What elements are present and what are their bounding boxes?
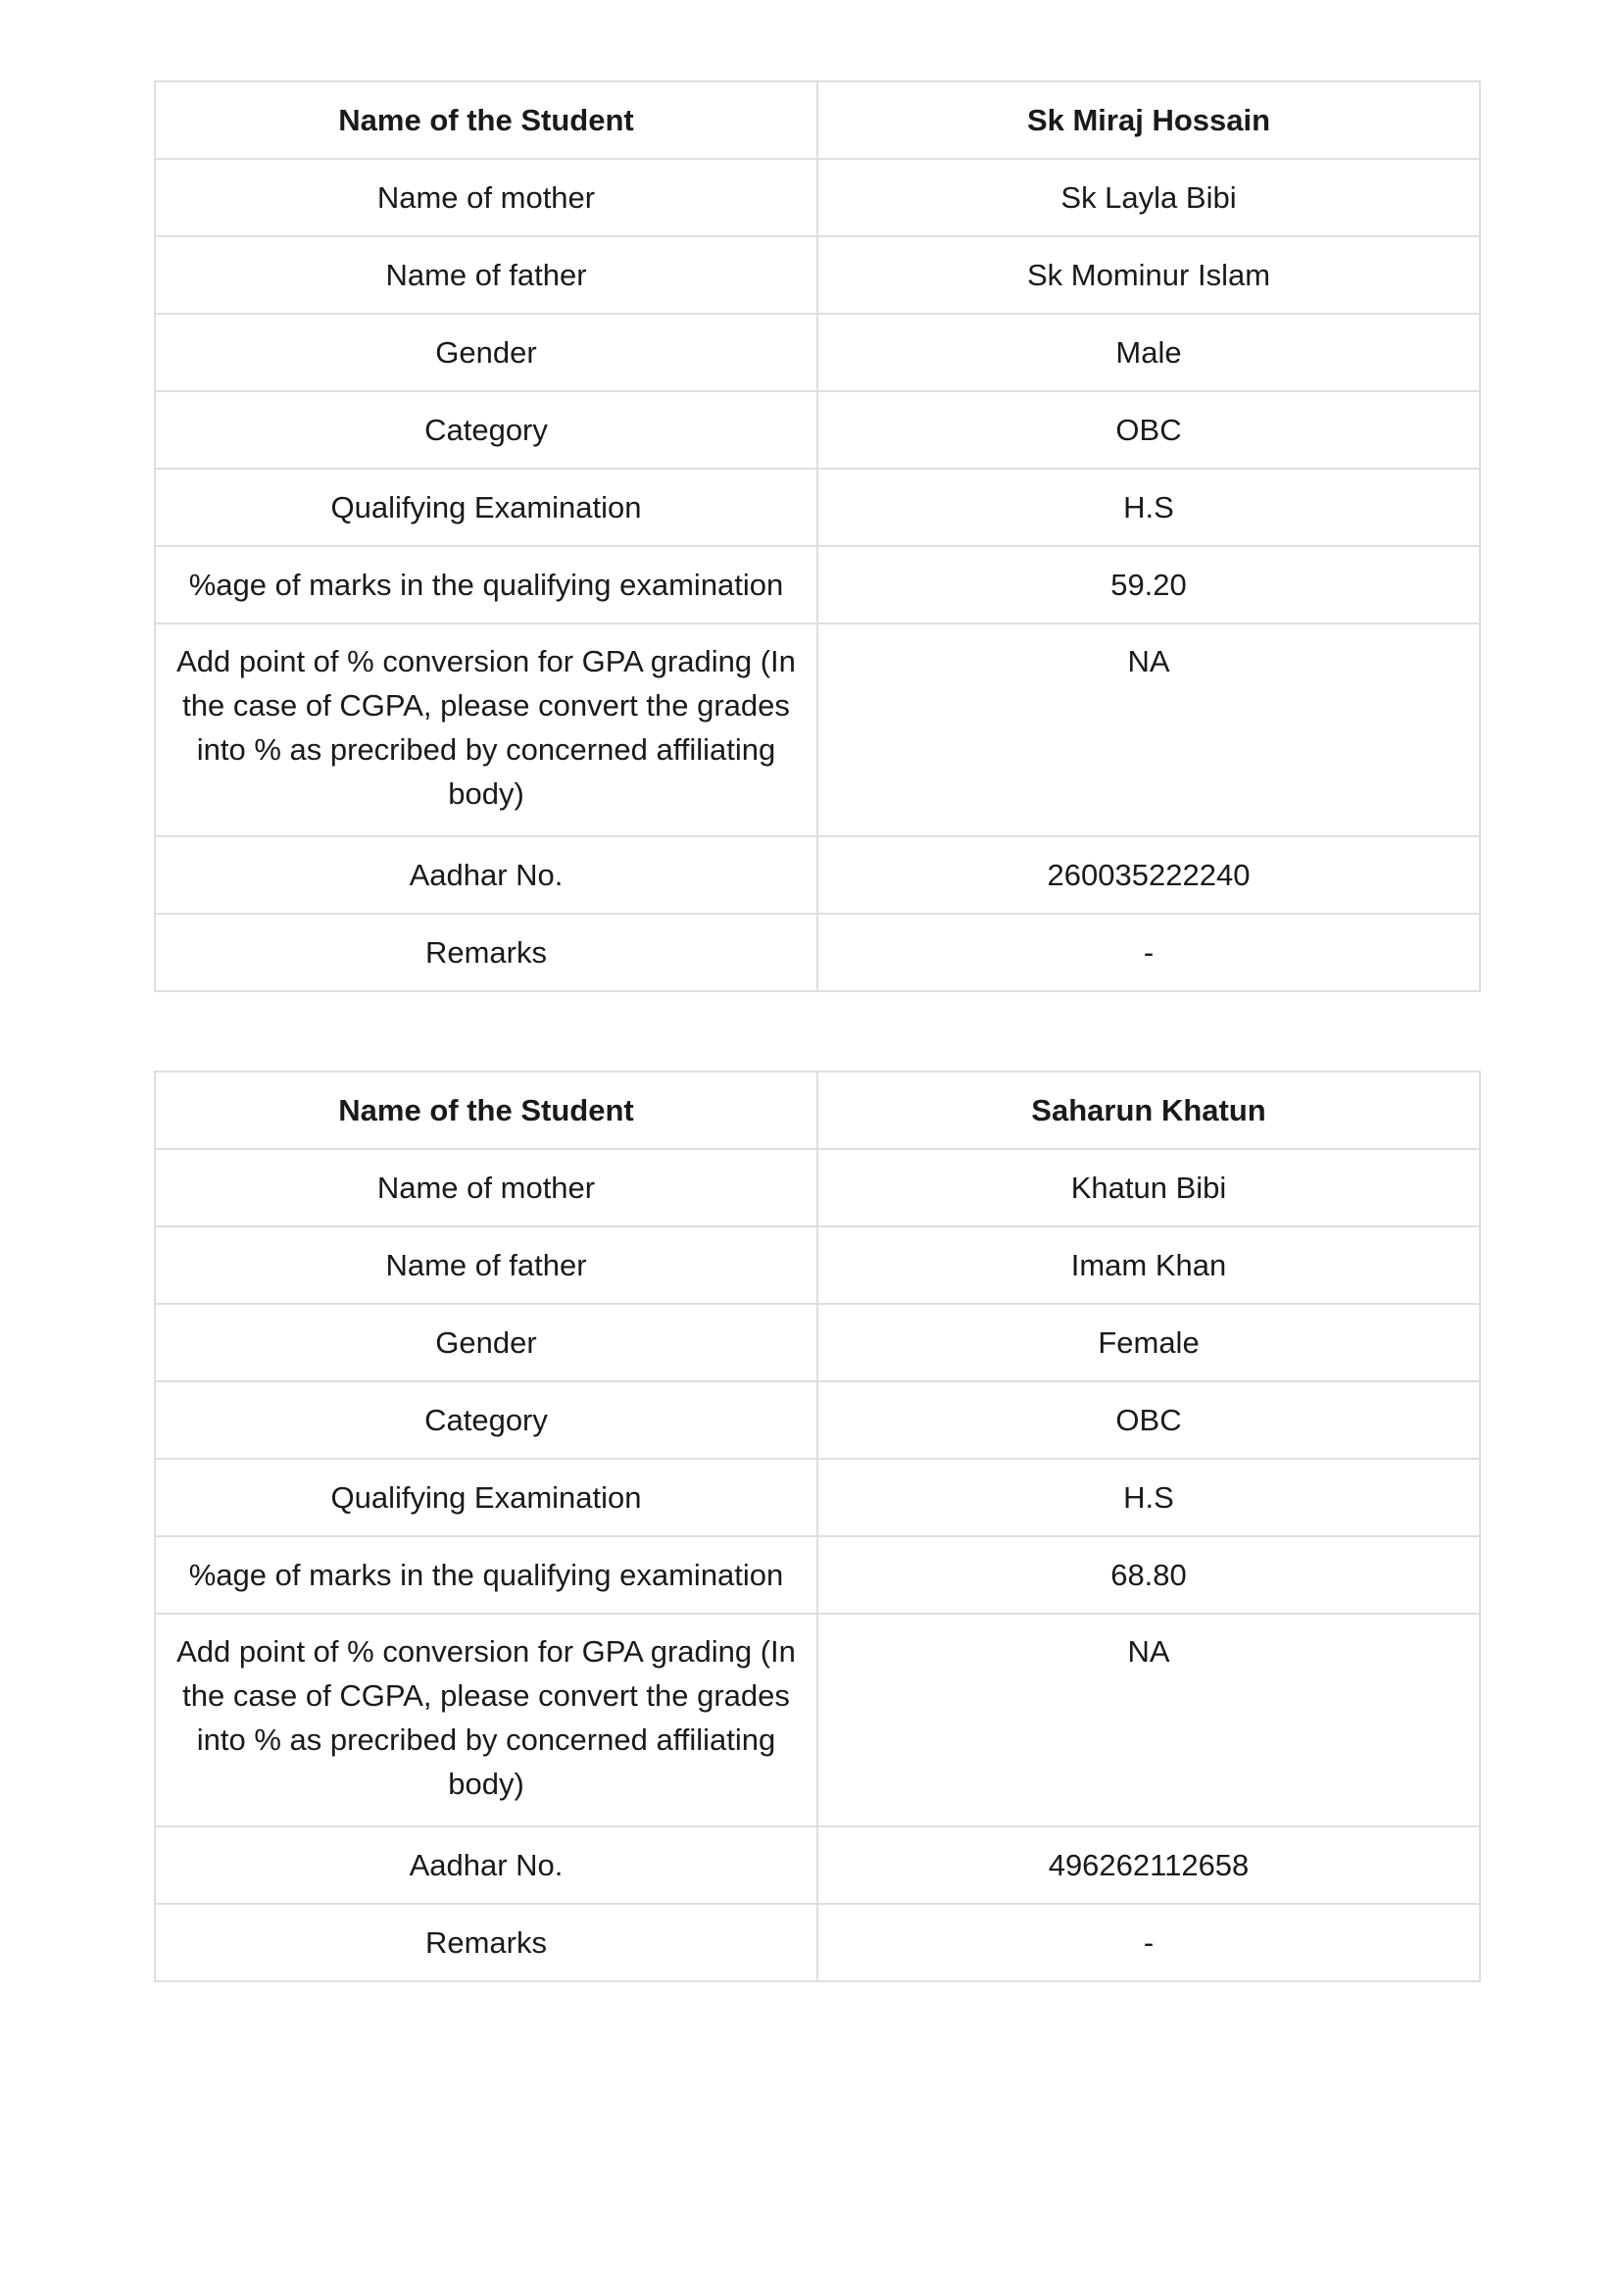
student-name-value: Sk Miraj Hossain [817, 81, 1480, 159]
aadhar-value: 496262112658 [817, 1826, 1480, 1904]
remarks-value: - [817, 914, 1480, 991]
marks-percentage-label: %age of marks in the qualifying examination [155, 546, 817, 624]
table-row [155, 469, 1480, 546]
table-row [155, 1149, 1480, 1226]
category-value: OBC [817, 1381, 1480, 1459]
marks-percentage-label: %age of marks in the qualifying examination [155, 1536, 817, 1614]
father-name-value: Sk Mominur Islam [817, 236, 1480, 314]
table-row [155, 836, 1480, 914]
table-row [155, 624, 1480, 836]
table-row [155, 1226, 1480, 1304]
aadhar-value: 260035222240 [817, 836, 1480, 914]
gpa-conversion-label: Add point of % conversion for GPA grading (In the case of CGPA, please convert the grades into % as precribed by concerned affiliating body) [155, 1614, 817, 1826]
table-row [155, 914, 1480, 991]
qualifying-exam-value: H.S [817, 1459, 1480, 1536]
qualifying-exam-label: Qualifying Examination [155, 1459, 817, 1536]
mother-name-label: Name of mother [155, 159, 817, 236]
marks-percentage-value: 68.80 [817, 1536, 1480, 1614]
category-value: OBC [817, 391, 1480, 469]
student-record-table [154, 80, 1481, 992]
category-label: Category [155, 391, 817, 469]
category-label: Category [155, 1381, 817, 1459]
mother-name-label: Name of mother [155, 1149, 817, 1226]
table-row [155, 81, 1480, 159]
table-row [155, 391, 1480, 469]
student-record-table [154, 1071, 1481, 1982]
table-row [155, 1304, 1480, 1381]
remarks-label: Remarks [155, 1904, 817, 1981]
qualifying-exam-label: Qualifying Examination [155, 469, 817, 546]
gpa-conversion-label: Add point of % conversion for GPA grading (In the case of CGPA, please convert the grades into % as precribed by concerned affiliating body) [155, 624, 817, 836]
gender-value: Female [817, 1304, 1480, 1381]
table-row [155, 1904, 1480, 1981]
aadhar-label: Aadhar No. [155, 1826, 817, 1904]
table-row [155, 1826, 1480, 1904]
table-row [155, 314, 1480, 391]
table-row [155, 1614, 1480, 1826]
mother-name-value: Sk Layla Bibi [817, 159, 1480, 236]
gpa-conversion-value: NA [817, 624, 1480, 836]
table-row [155, 1536, 1480, 1614]
table-row [155, 546, 1480, 624]
gender-value: Male [817, 314, 1480, 391]
mother-name-value: Khatun Bibi [817, 1149, 1480, 1226]
student-name-value: Saharun Khatun [817, 1072, 1480, 1149]
table-row [155, 1072, 1480, 1149]
table-row [155, 1459, 1480, 1536]
qualifying-exam-value: H.S [817, 469, 1480, 546]
father-name-label: Name of father [155, 1226, 817, 1304]
father-name-label: Name of father [155, 236, 817, 314]
table-row [155, 236, 1480, 314]
student-name-label: Name of the Student [155, 1072, 817, 1149]
remarks-label: Remarks [155, 914, 817, 991]
remarks-value: - [817, 1904, 1480, 1981]
table-row [155, 1381, 1480, 1459]
gender-label: Gender [155, 1304, 817, 1381]
gpa-conversion-value: NA [817, 1614, 1480, 1826]
student-name-label: Name of the Student [155, 81, 817, 159]
gender-label: Gender [155, 314, 817, 391]
marks-percentage-value: 59.20 [817, 546, 1480, 624]
father-name-value: Imam Khan [817, 1226, 1480, 1304]
table-row [155, 159, 1480, 236]
aadhar-label: Aadhar No. [155, 836, 817, 914]
